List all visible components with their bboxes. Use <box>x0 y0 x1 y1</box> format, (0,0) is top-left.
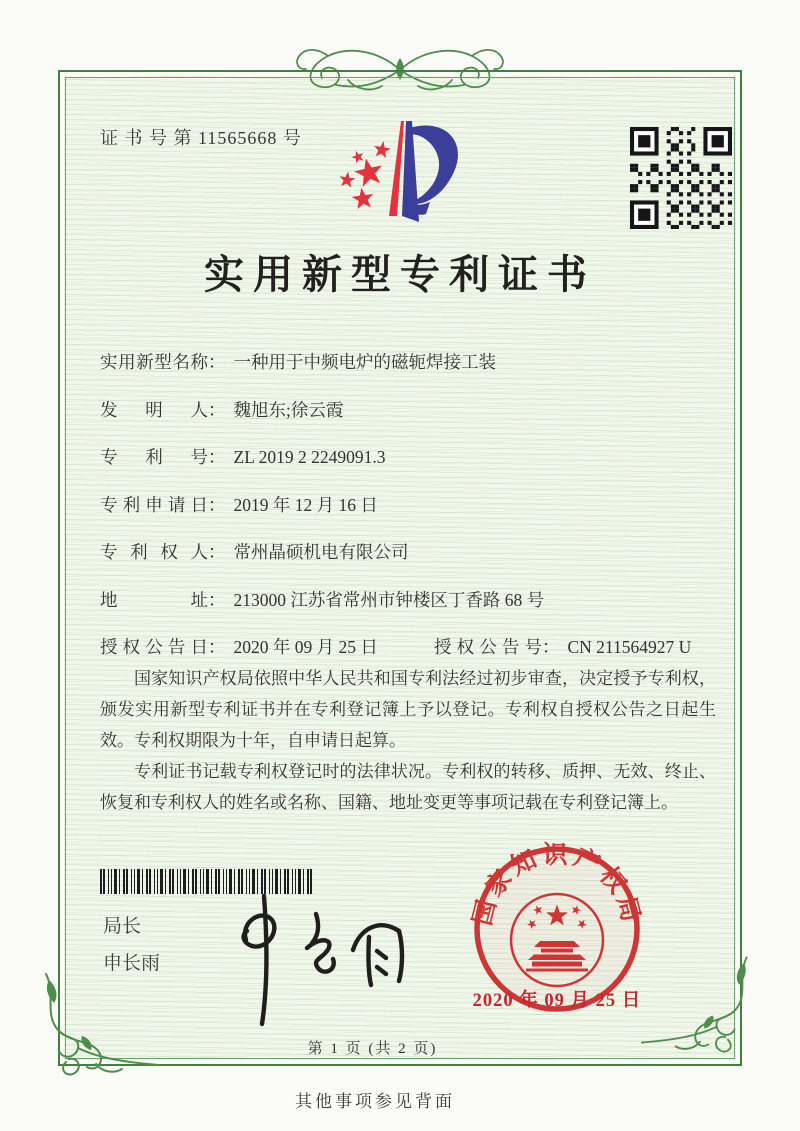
grant-date-group: 授权公告日： 2020 年 09 月 25 日 <box>100 637 378 657</box>
field-value: 魏旭东;徐云霞 <box>233 399 344 420</box>
field-value: 213000 江苏省常州市钟楼区丁香路 68 号 <box>233 589 545 610</box>
field-value: CN 211564927 U <box>567 637 692 657</box>
director-block <box>103 908 160 982</box>
page-number: 第 1 页 (共 2 页) <box>307 1041 438 1057</box>
field-label: 地址 <box>100 589 208 610</box>
back-side-note: 其他事项参见背面 <box>295 1092 455 1111</box>
field-label: 专利申请日 <box>100 494 208 515</box>
legal-paragraph: 专利证书记载专利权登记时的法律状况。专利权的转移、质押、无效、终止、恢复和专利权人的姓名或名称、国籍、地址变更等事项记载在专利登记簿上。 <box>100 762 716 812</box>
certificate-fields <box>100 349 714 682</box>
field-row-patent-no: 专利号： ZL 2019 2 2249091.3 <box>100 444 714 470</box>
legal-text <box>100 663 716 818</box>
seal-date: 2020 年 09 月 25 日 <box>472 991 642 1011</box>
qr-code <box>629 127 733 229</box>
field-label: 发明人 <box>100 399 208 420</box>
certificate-number: 证 书 号 第 11565668 号 <box>100 128 302 148</box>
field-label: 授权公告号 <box>434 637 542 657</box>
field-row-patentee: 专利权人： 常州晶硕机电有限公司 <box>100 539 714 565</box>
cnipa-logo-icon <box>336 110 484 236</box>
field-row-filing-date: 专利申请日： 2019 年 12 月 16 日 <box>100 492 714 518</box>
certificate-title: 实用新型专利证书 <box>204 252 596 297</box>
field-value: 2020 年 09 月 25 日 <box>233 637 378 657</box>
field-label: 授权公告日 <box>100 637 208 657</box>
field-value: ZL 2019 2 2249091.3 <box>233 447 386 467</box>
grant-number-group: 授权公告号： CN 211564927 U <box>434 634 691 659</box>
field-label: 专利号 <box>100 447 208 467</box>
field-row-address: 地址： 213000 江苏省常州市钟楼区丁香路 68 号 <box>100 587 714 613</box>
legal-paragraph: 国家知识产权局依照中华人民共和国专利法经过初步审查，决定授予专利权，颁发实用新型专利证书并在专利登记簿上予以登记。专利权自授权公告之日起生效。专利权期限为十年，自申请日起算。 <box>100 669 716 750</box>
seal-text: 国家知识产权局 <box>469 842 645 929</box>
field-row-grant <box>100 634 714 660</box>
field-value: 2019 年 12 月 16 日 <box>233 494 378 515</box>
director-title: 局长 <box>103 916 142 937</box>
field-label: 专利权人 <box>100 542 208 562</box>
director-name: 申长雨 <box>103 953 161 974</box>
director-signature-icon <box>212 888 412 1028</box>
field-value: 常州晶硕机电有限公司 <box>233 542 409 562</box>
field-row-name: 实用新型名称： 一种用于中频电炉的磁轭焊接工装 <box>100 349 714 375</box>
field-label: 实用新型名称 <box>100 352 208 372</box>
field-row-inventor: 发明人： 魏旭东;徐云霞 <box>100 397 714 423</box>
field-value: 一种用于中频电炉的磁轭焊接工装 <box>233 352 496 372</box>
